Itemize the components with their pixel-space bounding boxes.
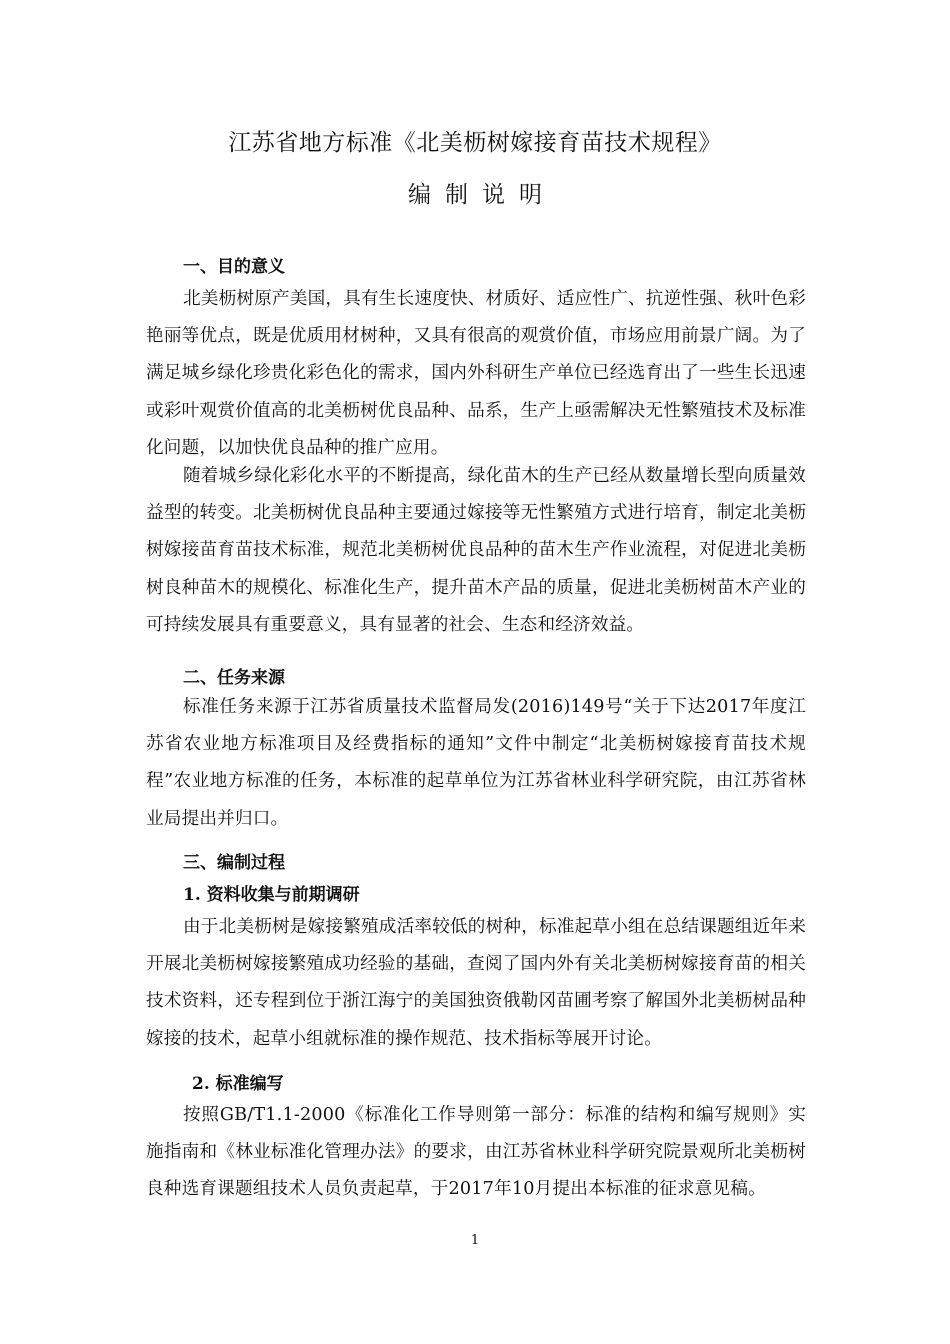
paragraph-task-source: 标准任务来源于江苏省质量技术监督局发(2016)149号“关于下达2017年度江苏省农业地方标准项目及经费指标的通知”文件中制定“北美枥树嫁接育苗技术规程”农业地方标准的任务，本标准的起草单位为江苏省林业科学研究院，由江苏省林业局提出并归口。 xyxy=(146,697,806,829)
document-title: 江苏省地方标准《北美枥树嫁接育苗技术规程》 xyxy=(228,130,722,156)
section-heading-purpose: 一、目的意义 xyxy=(183,257,285,277)
section-heading-process: 三、编制过程 xyxy=(183,853,285,873)
paragraph-purpose-2: 随着城乡绿化彩化水平的不断提高，绿化苗木的生产已经从数量增长型向质量效益型的转变。北美枥树优良品种主要通过嫁接等无性繁殖方式进行培育，制定北美枥树嫁接苗育苗技术标准，规范北美枥树优良品种的苗木生产作业流程，对促进北美枥树良种苗木的规模化、标准化生产，提升苗木产品的质量，促进北美枥树苗木产业的可持续发展具有重要意义，具有显著的社会、生态和经济效益。 xyxy=(146,466,806,635)
subsection-heading-writing: 2. 标准编写 xyxy=(192,1074,284,1094)
subsection-heading-research: 1. 资料收集与前期调研 xyxy=(183,885,360,905)
page-number: 1 xyxy=(470,1233,480,1248)
paragraph-writing: 按照GB/T1.1-2000《标准化工作导则第一部分：标准的结构和编写规则》实施指南和《林业标准化管理办法》的要求，由江苏省林业科学研究院景观所北美枥树良种选育课题组技术人员负责起草，于2017年10月提出本标准的征求意见稿。 xyxy=(146,1105,806,1200)
paragraph-purpose-1: 北美枥树原产美国，具有生长速度快、材质好、适应性广、抗逆性强、秋叶色彩艳丽等优点，既是优质用材树种，又具有很高的观赏价值，市场应用前景广阔。为了满足城乡绿化珍贵化彩色化的需求，国内外科研生产单位已经选育出了一些生长迅速或彩叶观赏价值高的北美枥树优良品种、品系，生产上亟需解决无性繁殖技术及标准化问题，以加快优良品种的推广应用。 xyxy=(146,289,806,458)
section-heading-task-source: 二、任务来源 xyxy=(183,668,285,688)
paragraph-research: 由于北美枥树是嫁接繁殖成活率较低的树种，标准起草小组在总结课题组近年来开展北美枥树嫁接繁殖成功经验的基础，查阅了国内外有关北美枥树嫁接育苗的相关技术资料，还专程到位于浙江海宁的美国独资俄勒冈苗圃考察了解国外北美枥树品种嫁接的技术，起草小组就标准的操作规范、技术指标等展开讨论。 xyxy=(146,917,806,1049)
document-subtitle: 编制说明 xyxy=(408,182,556,208)
